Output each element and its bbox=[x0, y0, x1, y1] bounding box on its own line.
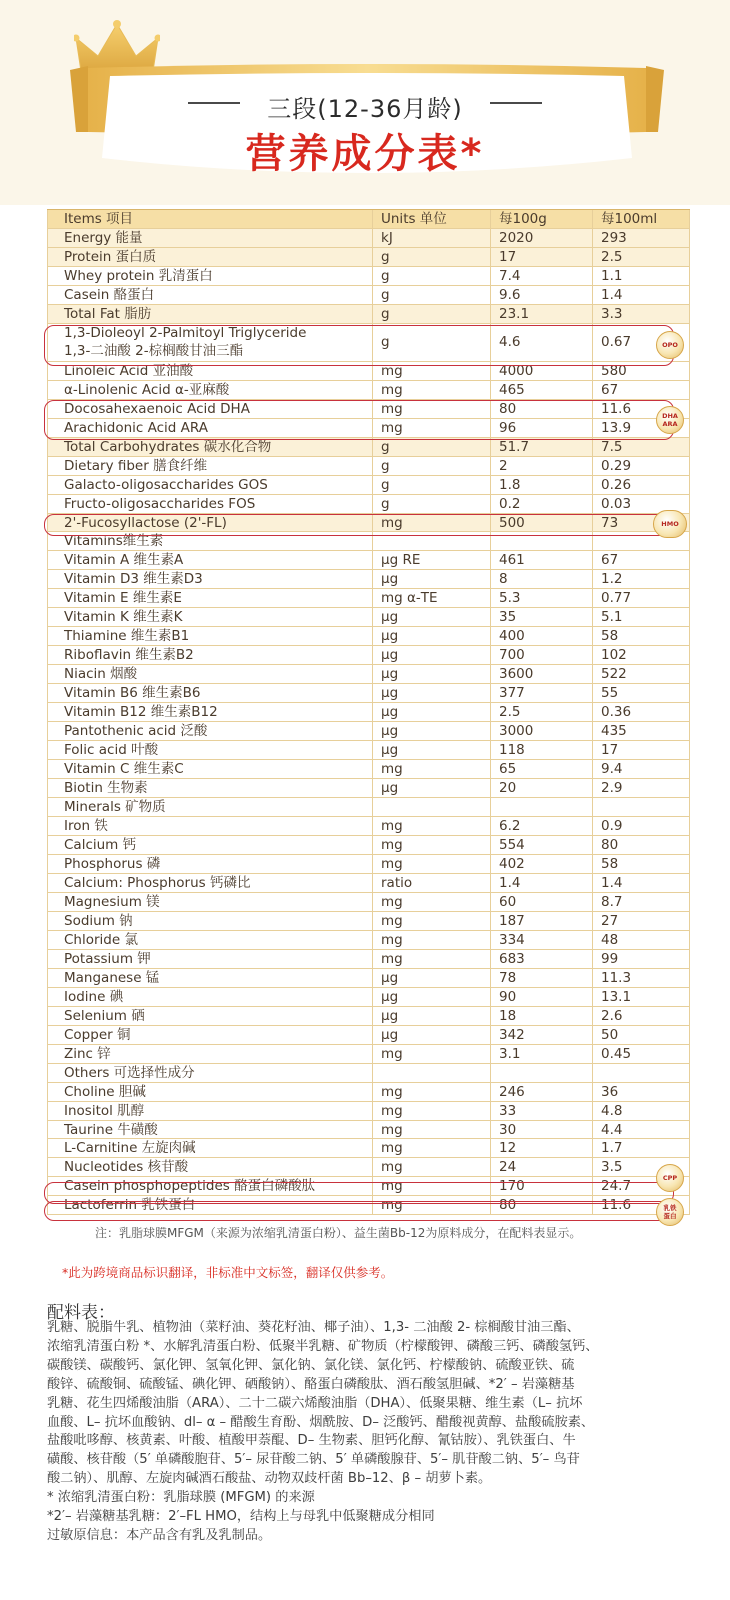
cell-per100g: 17 bbox=[491, 248, 593, 266]
cell-unit: mg bbox=[373, 514, 491, 532]
table-row bbox=[47, 438, 690, 457]
cell-item-line-2: 1,3-二油酸 2-棕榈酸甘油三酯 bbox=[64, 343, 244, 360]
cell-unit: kJ bbox=[373, 229, 491, 247]
cell-item: Vitamin K 维生素K bbox=[47, 608, 373, 626]
cell-per100ml: 435 bbox=[593, 722, 690, 740]
ingredients-line: 碳酸镁、碳酸钙、氯化钾、氢氧化钾、氯化钠、氯化镁、氯化钙、柠檬酸钠、硫酸亚铁、硫 bbox=[47, 1357, 575, 1373]
ingredients-line: 过敏原信息：本产品含有乳及乳制品。 bbox=[47, 1527, 272, 1543]
cell-per100g: 6.2 bbox=[491, 817, 593, 835]
cell-per100g: 35 bbox=[491, 608, 593, 626]
cell-item: Vitamin E 维生素E bbox=[47, 589, 373, 607]
cell-per100g: 20 bbox=[491, 779, 593, 797]
table-row bbox=[47, 646, 690, 665]
cell-per100g: 4.6 bbox=[491, 324, 593, 361]
cell-per100g: 377 bbox=[491, 684, 593, 702]
cell-unit: μg bbox=[373, 665, 491, 683]
cell-per100g: 2 bbox=[491, 457, 593, 475]
cell-per100ml: 0.36 bbox=[593, 703, 690, 721]
table-row bbox=[47, 627, 690, 646]
cell-per100ml: 293 bbox=[593, 229, 690, 247]
dha-badge-label: DHA bbox=[662, 412, 678, 420]
cell-per100g: 0.2 bbox=[491, 495, 593, 513]
cell-per100g: 461 bbox=[491, 551, 593, 569]
cell-item bbox=[47, 324, 373, 361]
table-row bbox=[47, 741, 690, 760]
cell-per100ml: 9.4 bbox=[593, 760, 690, 778]
cell-unit bbox=[373, 532, 491, 550]
cell-unit: μg bbox=[373, 570, 491, 588]
ingredients-line: 磺酸、核苷酸（5′ 单磷酸胞苷、5′– 尿苷酸二钠、5′ 单磷酸腺苷、5′– 肌苷酸二钠、5′– 鸟苷 bbox=[47, 1452, 580, 1468]
cell-item: Nucleotides 核苷酸 bbox=[47, 1158, 373, 1176]
cell-per100g: 3600 bbox=[491, 665, 593, 683]
cell-item: Total Fat 脂肪 bbox=[47, 305, 373, 323]
cell-per100ml: 2.5 bbox=[593, 248, 690, 266]
cell-per100ml: 8.7 bbox=[593, 893, 690, 911]
cell-item: Docosahexaenoic Acid DHA bbox=[47, 400, 373, 418]
cell-item: Choline 胆碱 bbox=[47, 1083, 373, 1101]
cell-item: Vitamin D3 维生素D3 bbox=[47, 570, 373, 588]
cell-unit: mg bbox=[373, 855, 491, 873]
cell-unit bbox=[373, 1064, 491, 1082]
cell-per100g: 12 bbox=[491, 1139, 593, 1157]
cell-unit: mg bbox=[373, 362, 491, 380]
table-row bbox=[47, 608, 690, 627]
table-row bbox=[47, 267, 690, 286]
cell-per100ml: 48 bbox=[593, 931, 690, 949]
cell-unit: μg bbox=[373, 969, 491, 987]
cell-unit: mg bbox=[373, 1083, 491, 1101]
cell-unit: mg bbox=[373, 817, 491, 835]
cell-per100ml: 0.29 bbox=[593, 457, 690, 475]
opo-badge bbox=[656, 331, 684, 359]
header-units: Units 单位 bbox=[373, 210, 491, 228]
hmo-badge bbox=[653, 510, 687, 538]
cell-per100g bbox=[491, 798, 593, 816]
cell-per100g: 400 bbox=[491, 627, 593, 645]
cell-per100ml: 1.7 bbox=[593, 1139, 690, 1157]
table-row bbox=[47, 1196, 690, 1215]
cell-per100g bbox=[491, 1064, 593, 1082]
table-row bbox=[47, 362, 690, 381]
cell-unit: mg bbox=[373, 760, 491, 778]
cell-per100g: 1.4 bbox=[491, 874, 593, 892]
cell-per100g: 78 bbox=[491, 969, 593, 987]
cell-per100g: 1.8 bbox=[491, 476, 593, 494]
cell-unit: mg bbox=[373, 419, 491, 437]
ara-badge-label: ARA bbox=[662, 420, 678, 428]
table-row bbox=[47, 324, 690, 362]
table-row bbox=[47, 855, 690, 874]
cell-unit: g bbox=[373, 286, 491, 304]
cell-unit bbox=[373, 798, 491, 816]
table-row bbox=[47, 381, 690, 400]
cell-unit: mg bbox=[373, 1139, 491, 1157]
cell-item: Iron 铁 bbox=[47, 817, 373, 835]
cell-per100g: 700 bbox=[491, 646, 593, 664]
cell-item: 2'-Fucosyllactose (2'-FL) bbox=[47, 514, 373, 532]
cell-item-line-1: 1,3-Dioleoyl 2-Palmitoyl Triglyceride bbox=[64, 325, 307, 342]
cell-per100g: 30 bbox=[491, 1121, 593, 1139]
header-items: Items 项目 bbox=[47, 210, 373, 228]
cell-per100g: 4000 bbox=[491, 362, 593, 380]
cell-unit: μg bbox=[373, 646, 491, 664]
cell-item: L-Carnitine 左旋肉碱 bbox=[47, 1139, 373, 1157]
footnote: 注：乳脂球膜MFGM（来源为浓缩乳清蛋白粉）、益生菌Bb-12为原料成分，在配料表显示。 bbox=[95, 1226, 582, 1240]
cell-per100g: 3000 bbox=[491, 722, 593, 740]
cell-per100g: 170 bbox=[491, 1177, 593, 1195]
cell-item: Manganese 锰 bbox=[47, 969, 373, 987]
cell-unit: mg bbox=[373, 836, 491, 854]
cell-unit: μg bbox=[373, 722, 491, 740]
cell-unit: mg bbox=[373, 1177, 491, 1195]
cell-item: Taurine 牛磺酸 bbox=[47, 1121, 373, 1139]
table-row bbox=[47, 988, 690, 1007]
cell-per100g: 60 bbox=[491, 893, 593, 911]
cell-per100ml: 36 bbox=[593, 1083, 690, 1101]
cell-item: Inositol 肌醇 bbox=[47, 1102, 373, 1120]
table-row bbox=[47, 969, 690, 988]
cell-item: Pantothenic acid 泛酸 bbox=[47, 722, 373, 740]
cell-item: Calcium 钙 bbox=[47, 836, 373, 854]
cell-per100g: 402 bbox=[491, 855, 593, 873]
cell-per100ml: 0.77 bbox=[593, 589, 690, 607]
ingredients-line: 血酸、L– 抗坏血酸钠、dl– α – 醋酸生育酚、烟酰胺、D– 泛酸钙、醋酸视黄醇、盐酸硫胺素、 bbox=[47, 1414, 595, 1430]
cell-per100ml: 55 bbox=[593, 684, 690, 702]
cell-per100ml: 73 bbox=[593, 514, 690, 532]
table-row bbox=[47, 931, 690, 950]
table-row bbox=[47, 1158, 690, 1177]
table-row bbox=[47, 1083, 690, 1102]
table-row bbox=[47, 551, 690, 570]
cell-per100ml: 102 bbox=[593, 646, 690, 664]
cell-per100g: 24 bbox=[491, 1158, 593, 1176]
table-row bbox=[47, 722, 690, 741]
table-row bbox=[47, 589, 690, 608]
cell-item: Total Carbohydrates 碳水化合物 bbox=[47, 438, 373, 456]
cell-unit: μg bbox=[373, 627, 491, 645]
cell-per100g: 23.1 bbox=[491, 305, 593, 323]
cell-item: Phosphorus 磷 bbox=[47, 855, 373, 873]
cell-per100ml: 80 bbox=[593, 836, 690, 854]
cell-per100g: 5.3 bbox=[491, 589, 593, 607]
cell-per100g: 246 bbox=[491, 1083, 593, 1101]
cell-per100ml: 3.5 bbox=[593, 1158, 690, 1176]
table-row bbox=[47, 703, 690, 722]
table-row bbox=[47, 1026, 690, 1045]
cell-per100g: 2.5 bbox=[491, 703, 593, 721]
cell-per100ml: 7.5 bbox=[593, 438, 690, 456]
cell-per100ml: 50 bbox=[593, 1026, 690, 1044]
cell-per100g: 500 bbox=[491, 514, 593, 532]
cpp-badge bbox=[656, 1164, 684, 1192]
table-section-row bbox=[47, 532, 690, 551]
cell-per100ml: 580 bbox=[593, 362, 690, 380]
cell-unit: mg bbox=[373, 381, 491, 399]
table-row bbox=[47, 570, 690, 589]
cell-item: Thiamine 维生素B1 bbox=[47, 627, 373, 645]
table-row bbox=[47, 1139, 690, 1158]
cell-unit: g bbox=[373, 248, 491, 266]
cell-unit: g bbox=[373, 495, 491, 513]
cell-item: α-Linolenic Acid α-亚麻酸 bbox=[47, 381, 373, 399]
table-row bbox=[47, 779, 690, 798]
cell-per100ml: 67 bbox=[593, 381, 690, 399]
cell-per100g: 8 bbox=[491, 570, 593, 588]
cell-unit: g bbox=[373, 476, 491, 494]
cell-per100g: 334 bbox=[491, 931, 593, 949]
cell-unit: g bbox=[373, 305, 491, 323]
table-row bbox=[47, 950, 690, 969]
cell-per100ml: 0.26 bbox=[593, 476, 690, 494]
cell-per100g bbox=[491, 532, 593, 550]
cpp-badge-label: CPP bbox=[662, 1174, 678, 1182]
ingredients-line: 盐酸吡哆醇、核黄素、叶酸、植酸甲萘醌、D– 生物素、胆钙化醇、氰钴胺）、乳铁蛋白、牛 bbox=[47, 1433, 576, 1449]
translation-disclaimer: *此为跨境商品标识翻译，非标准中文标签，翻译仅供参考。 bbox=[62, 1265, 394, 1280]
cell-per100ml: 58 bbox=[593, 627, 690, 645]
table-row bbox=[47, 1102, 690, 1121]
cell-item: Potassium 钾 bbox=[47, 950, 373, 968]
cell-per100ml: 27 bbox=[593, 912, 690, 930]
cell-unit: μg bbox=[373, 988, 491, 1006]
cell-per100ml: 522 bbox=[593, 665, 690, 683]
cell-item: Lactoferrin 乳铁蛋白 bbox=[47, 1196, 373, 1214]
cell-per100g: 51.7 bbox=[491, 438, 593, 456]
cell-per100g: 465 bbox=[491, 381, 593, 399]
lactoferrin-badge-label-1: 乳铁 bbox=[663, 1204, 677, 1212]
cell-per100ml: 1.4 bbox=[593, 874, 690, 892]
cell-unit: μg bbox=[373, 1007, 491, 1025]
page-subtitle: 三段(12-36月龄) bbox=[267, 95, 463, 123]
cell-per100ml: 3.3 bbox=[593, 305, 690, 323]
cell-per100ml: 0.03 bbox=[593, 495, 690, 513]
cell-per100g: 342 bbox=[491, 1026, 593, 1044]
cell-unit: g bbox=[373, 438, 491, 456]
cell-item: Fructo-oligosaccharides FOS bbox=[47, 495, 373, 513]
cell-per100ml: 5.1 bbox=[593, 608, 690, 626]
table-row bbox=[47, 457, 690, 476]
cell-per100g: 90 bbox=[491, 988, 593, 1006]
cell-per100ml bbox=[593, 1064, 690, 1082]
table-row bbox=[47, 400, 690, 419]
cell-per100ml: 13.1 bbox=[593, 988, 690, 1006]
cell-unit: mg bbox=[373, 893, 491, 911]
cell-per100g: 7.4 bbox=[491, 267, 593, 285]
cell-per100ml: 11.3 bbox=[593, 969, 690, 987]
cell-item: Sodium 钠 bbox=[47, 912, 373, 930]
ingredients-line: 酸锌、硫酸铜、硫酸锰、碘化钾、硒酸钠）、酪蛋白磷酸肽、酒石酸氢胆碱、*2′ – 岩藻糖基 bbox=[47, 1376, 575, 1392]
ingredients-body bbox=[47, 1319, 685, 1546]
table-row bbox=[47, 836, 690, 855]
cell-item: Niacin 烟酸 bbox=[47, 665, 373, 683]
cell-per100ml: 4.4 bbox=[593, 1121, 690, 1139]
cell-item: Zinc 锌 bbox=[47, 1045, 373, 1063]
cell-item: Vitamin C 维生素C bbox=[47, 760, 373, 778]
cell-unit: mg bbox=[373, 950, 491, 968]
cell-item: Dietary fiber 膳食纤维 bbox=[47, 457, 373, 475]
cell-item: Casein phosphopeptides 酪蛋白磷酸肽 bbox=[47, 1177, 373, 1195]
table-row bbox=[47, 305, 690, 324]
cell-item: Linoleic Acid 亚油酸 bbox=[47, 362, 373, 380]
header-per-100ml: 每100ml bbox=[593, 210, 690, 228]
cell-per100ml: 1.4 bbox=[593, 286, 690, 304]
table-row bbox=[47, 286, 690, 305]
cell-per100g: 3.1 bbox=[491, 1045, 593, 1063]
cell-unit: μg bbox=[373, 741, 491, 759]
table-row bbox=[47, 476, 690, 495]
cell-per100ml: 2.6 bbox=[593, 1007, 690, 1025]
cell-per100g: 554 bbox=[491, 836, 593, 854]
cell-item: Others 可选择性成分 bbox=[47, 1064, 373, 1082]
cell-item: Arachidonic Acid ARA bbox=[47, 419, 373, 437]
cell-item: Vitamins维生素 bbox=[47, 532, 373, 550]
cell-item: Riboflavin 维生素B2 bbox=[47, 646, 373, 664]
cell-per100ml: 24.7 bbox=[593, 1177, 690, 1195]
cell-per100ml: 0.9 bbox=[593, 817, 690, 835]
cell-per100g: 2020 bbox=[491, 229, 593, 247]
hmo-badge-label: HMO bbox=[661, 520, 679, 528]
table-section-row bbox=[47, 798, 690, 817]
table-row bbox=[47, 1121, 690, 1140]
cell-per100ml: 11.6 bbox=[593, 400, 690, 418]
cell-item: Folic acid 叶酸 bbox=[47, 741, 373, 759]
cell-item: Protein 蛋白质 bbox=[47, 248, 373, 266]
cell-unit: mg bbox=[373, 1196, 491, 1214]
lactoferrin-badge bbox=[656, 1198, 684, 1226]
cell-unit: μg bbox=[373, 779, 491, 797]
cell-item: Energy 能量 bbox=[47, 229, 373, 247]
cell-per100ml: 0.45 bbox=[593, 1045, 690, 1063]
nutrition-table bbox=[47, 209, 690, 1215]
cell-per100ml: 58 bbox=[593, 855, 690, 873]
cell-unit: μg bbox=[373, 684, 491, 702]
cell-unit: mg bbox=[373, 1045, 491, 1063]
cell-item: Galacto-oligosaccharides GOS bbox=[47, 476, 373, 494]
cell-per100g: 33 bbox=[491, 1102, 593, 1120]
cell-per100g: 9.6 bbox=[491, 286, 593, 304]
cell-item: Chloride 氯 bbox=[47, 931, 373, 949]
cell-item: Vitamin B6 维生素B6 bbox=[47, 684, 373, 702]
cell-item: Calcium: Phosphorus 钙磷比 bbox=[47, 874, 373, 892]
cell-item: Minerals 矿物质 bbox=[47, 798, 373, 816]
cell-unit: g bbox=[373, 324, 491, 361]
cell-item: Selenium 硒 bbox=[47, 1007, 373, 1025]
ingredients-line: 浓缩乳清蛋白粉 *、水解乳清蛋白粉、低聚半乳糖、矿物质（柠檬酸钾、磷酸三钙、磷酸氢钙、 bbox=[47, 1338, 599, 1354]
page-title: 营养成分表* bbox=[245, 131, 485, 177]
cell-per100ml: 4.8 bbox=[593, 1102, 690, 1120]
table-row bbox=[47, 817, 690, 836]
ingredients-line: *2′– 岩藻糖基乳糖：2′–FL HMO，结构上与母乳中低聚糖成分相同 bbox=[47, 1509, 435, 1525]
table-row bbox=[47, 665, 690, 684]
cell-per100g: 118 bbox=[491, 741, 593, 759]
cell-per100g: 80 bbox=[491, 1196, 593, 1214]
cell-per100ml: 17 bbox=[593, 741, 690, 759]
cell-unit: μg bbox=[373, 608, 491, 626]
cell-unit: mg bbox=[373, 1158, 491, 1176]
table-row bbox=[47, 874, 690, 893]
table-row bbox=[47, 419, 690, 438]
cell-item: Whey protein 乳清蛋白 bbox=[47, 267, 373, 285]
cell-per100g: 187 bbox=[491, 912, 593, 930]
table-header-row bbox=[47, 210, 690, 229]
opo-badge-label: OPO bbox=[662, 341, 678, 349]
cell-item: Magnesium 镁 bbox=[47, 893, 373, 911]
cell-unit: mg bbox=[373, 400, 491, 418]
table-row bbox=[47, 514, 690, 533]
table-row bbox=[47, 912, 690, 931]
cell-unit: μg RE bbox=[373, 551, 491, 569]
cell-unit: mg bbox=[373, 931, 491, 949]
cell-per100g: 96 bbox=[491, 419, 593, 437]
table-row bbox=[47, 893, 690, 912]
cell-per100ml bbox=[593, 798, 690, 816]
cell-unit: mg bbox=[373, 912, 491, 930]
dha-ara-badge bbox=[656, 406, 684, 434]
header-per-100g: 每100g bbox=[491, 210, 593, 228]
cell-item: Iodine 碘 bbox=[47, 988, 373, 1006]
cell-per100ml: 2.9 bbox=[593, 779, 690, 797]
table-row bbox=[47, 229, 690, 248]
table-row bbox=[47, 684, 690, 703]
table-row bbox=[47, 248, 690, 267]
table-row bbox=[47, 495, 690, 514]
cell-per100ml: 99 bbox=[593, 950, 690, 968]
cell-per100g: 683 bbox=[491, 950, 593, 968]
cell-unit: g bbox=[373, 457, 491, 475]
cell-per100g: 18 bbox=[491, 1007, 593, 1025]
cell-unit: mg bbox=[373, 1121, 491, 1139]
cell-item: Casein 酪蛋白 bbox=[47, 286, 373, 304]
ingredients-title: 配料表： bbox=[47, 1303, 115, 1323]
cell-unit: μg bbox=[373, 1026, 491, 1044]
ingredients-line: * 浓缩乳清蛋白粉：乳脂球膜 (MFGM) 的来源 bbox=[47, 1490, 315, 1506]
cell-per100ml: 1.1 bbox=[593, 267, 690, 285]
table-row bbox=[47, 1045, 690, 1064]
ingredients-line: 乳糖、脱脂牛乳、植物油（菜籽油、葵花籽油、椰子油）、1,3- 二油酸 2- 棕榈酸甘油三酯、 bbox=[47, 1320, 580, 1335]
table-row bbox=[47, 1007, 690, 1026]
cell-per100g: 65 bbox=[491, 760, 593, 778]
cell-per100g: 80 bbox=[491, 400, 593, 418]
cell-item: Biotin 生物素 bbox=[47, 779, 373, 797]
cell-per100ml: 0.67 bbox=[593, 324, 690, 361]
cell-unit: ratio bbox=[373, 874, 491, 892]
ingredients-line: 酸二钠）、肌醇、左旋肉碱酒石酸盐、动物双歧杆菌 Bb–12、β – 胡萝卜素。 bbox=[47, 1471, 492, 1487]
cell-per100ml: 67 bbox=[593, 551, 690, 569]
ingredients-line: 乳糖、花生四烯酸油脂（ARA）、二十二碳六烯酸油脂（DHA）、低聚果糖、维生素（L– 抗坏 bbox=[47, 1395, 583, 1411]
cell-unit: μg bbox=[373, 703, 491, 721]
table-row bbox=[47, 760, 690, 779]
cell-item: Copper 铜 bbox=[47, 1026, 373, 1044]
cell-per100ml: 1.2 bbox=[593, 570, 690, 588]
cell-per100ml: 13.9 bbox=[593, 419, 690, 437]
cell-unit: mg α-TE bbox=[373, 589, 491, 607]
lactoferrin-badge-label-2: 蛋白 bbox=[663, 1212, 677, 1220]
cell-item: Vitamin A 维生素A bbox=[47, 551, 373, 569]
cell-per100ml: 11.6 bbox=[593, 1196, 690, 1214]
table-row bbox=[47, 1177, 690, 1196]
cell-item: Vitamin B12 维生素B12 bbox=[47, 703, 373, 721]
table-section-row bbox=[47, 1064, 690, 1083]
cell-unit: mg bbox=[373, 1102, 491, 1120]
cell-unit: g bbox=[373, 267, 491, 285]
